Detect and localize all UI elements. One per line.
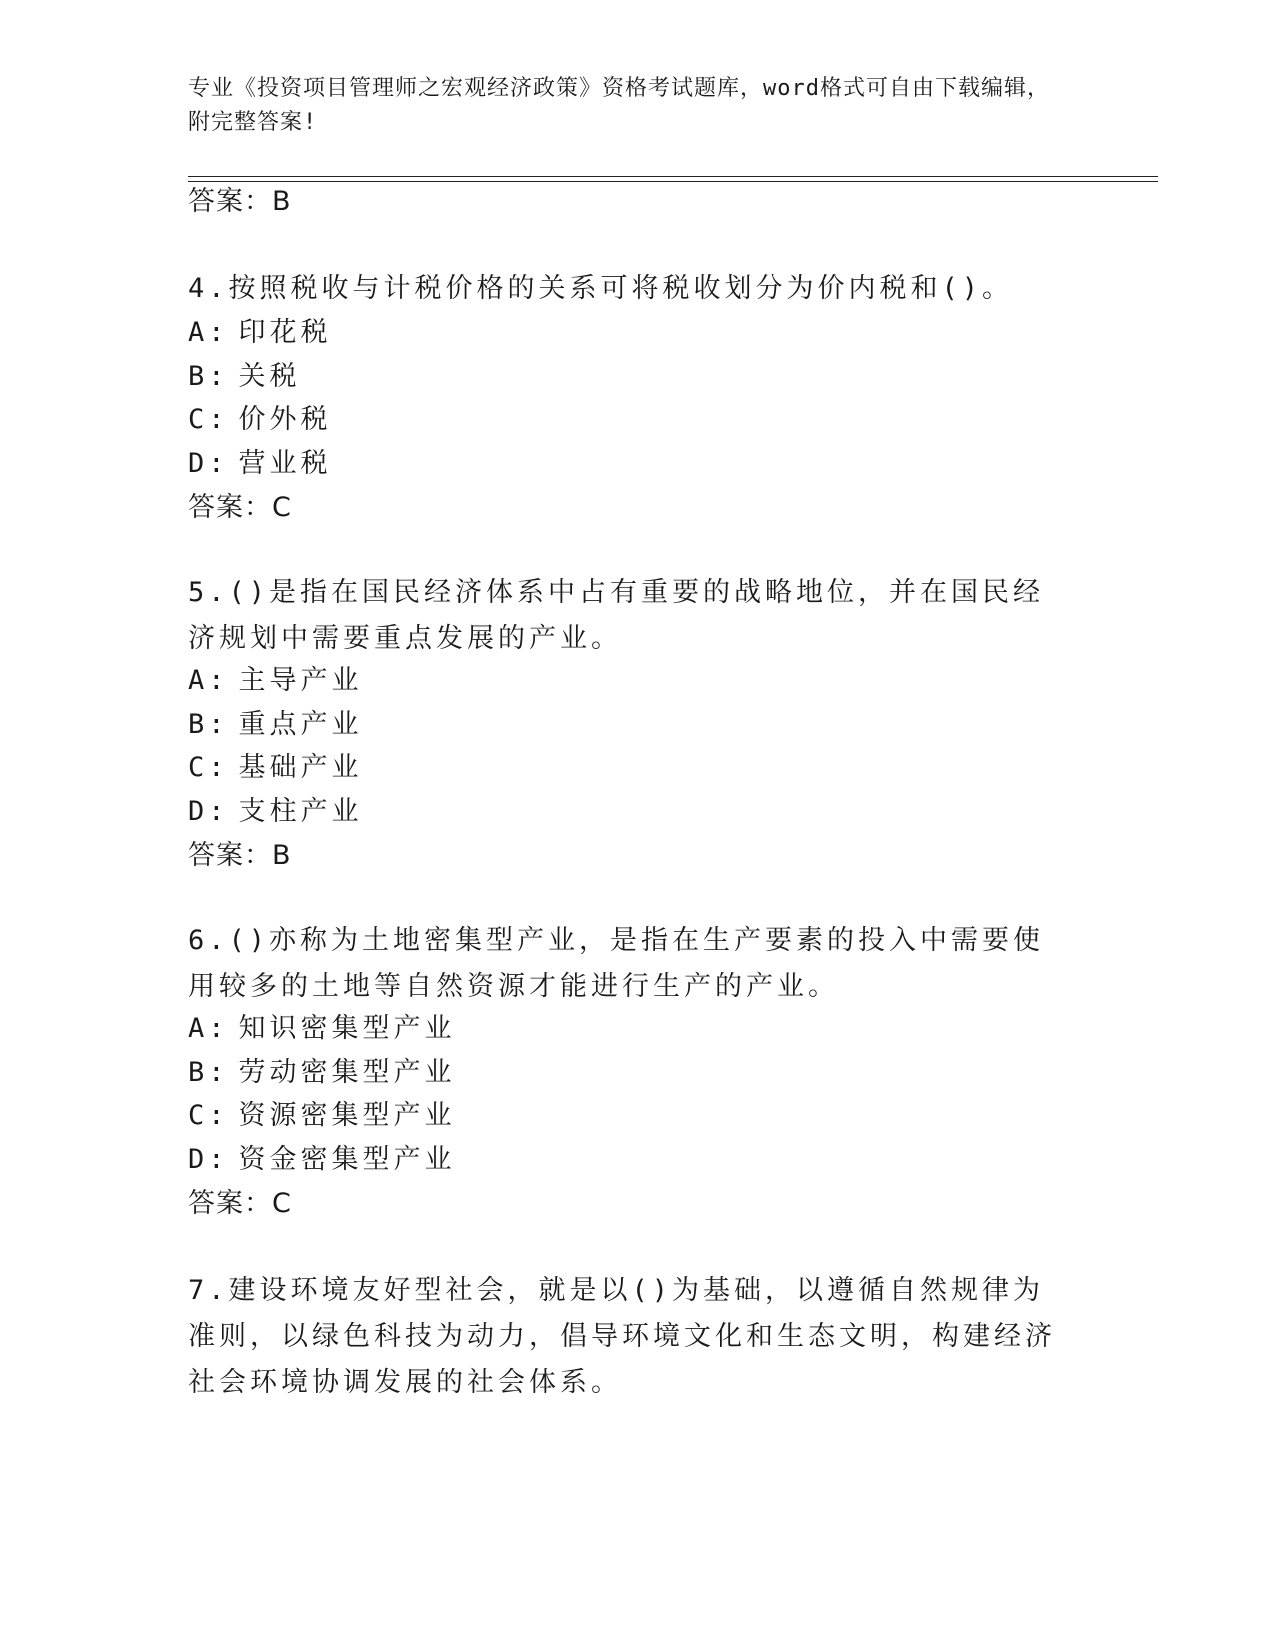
option-b: [188, 1055, 456, 1091]
option-text: 支柱产业: [238, 796, 363, 827]
header-divider: [188, 176, 1158, 182]
answer-line: 答案：C: [188, 1188, 292, 1219]
option-text: 营业税: [238, 448, 332, 479]
question-stem: 4.按照税收与计税价格的关系可将税收划分为价内税和()。: [188, 273, 1014, 304]
question-stem: 6.()亦称为土地密集型产业，是指在生产要素的投入中需要使用较多的土地等自然资源才能进行生产的产业。: [188, 925, 1045, 1002]
option-letter: A:: [188, 665, 229, 696]
option-letter: B:: [188, 361, 229, 392]
option-text: 印花税: [238, 317, 332, 348]
option-d: [188, 794, 363, 830]
question-stem: 7.建设环境友好型社会，就是以()为基础，以遵循自然规律为准则，以绿色科技为动力，倡导环境文化和生态文明，构建经济社会环境协调发展的社会体系。: [188, 1275, 1056, 1398]
document-header: 专业《投资项目管理师之宏观经济政策》资格考试题库，word格式可自由下载编辑，附完整答案!: [188, 76, 1050, 135]
option-d: [188, 1142, 456, 1178]
option-letter: D:: [188, 1144, 229, 1175]
answer-line: 答案：B: [188, 840, 292, 871]
option-text: 资源密集型产业: [238, 1100, 456, 1131]
option-b: [188, 359, 301, 395]
option-letter: C:: [188, 752, 229, 783]
option-letter: B:: [188, 709, 229, 740]
option-letter: B:: [188, 1057, 229, 1088]
option-letter: C:: [188, 404, 229, 435]
option-letter: C:: [188, 1100, 229, 1131]
option-c: [188, 402, 332, 438]
option-text: 知识密集型产业: [238, 1013, 456, 1044]
option-text: 资金密集型产业: [238, 1144, 456, 1175]
option-c: [188, 750, 363, 786]
option-text: 劳动密集型产业: [238, 1057, 456, 1088]
option-a: [188, 663, 363, 699]
question-stem: 5.()是指在国民经济体系中占有重要的战略地位，并在国民经济规划中需要重点发展的产业。: [188, 577, 1045, 654]
option-text: 重点产业: [238, 709, 363, 740]
option-d: [188, 446, 332, 482]
option-text: 主导产业: [238, 665, 363, 696]
option-letter: A:: [188, 317, 229, 348]
option-a: [188, 1011, 456, 1047]
option-text: 基础产业: [238, 752, 363, 783]
option-text: 关税: [238, 361, 301, 392]
option-letter: D:: [188, 796, 229, 827]
answer-line: 答案：C: [188, 492, 292, 523]
option-a: [188, 315, 332, 351]
option-letter: D:: [188, 448, 229, 479]
option-c: [188, 1098, 456, 1134]
option-text: 价外税: [238, 404, 332, 435]
answer-line: 答案：B: [188, 186, 292, 217]
option-b: [188, 707, 363, 743]
option-letter: A:: [188, 1013, 229, 1044]
